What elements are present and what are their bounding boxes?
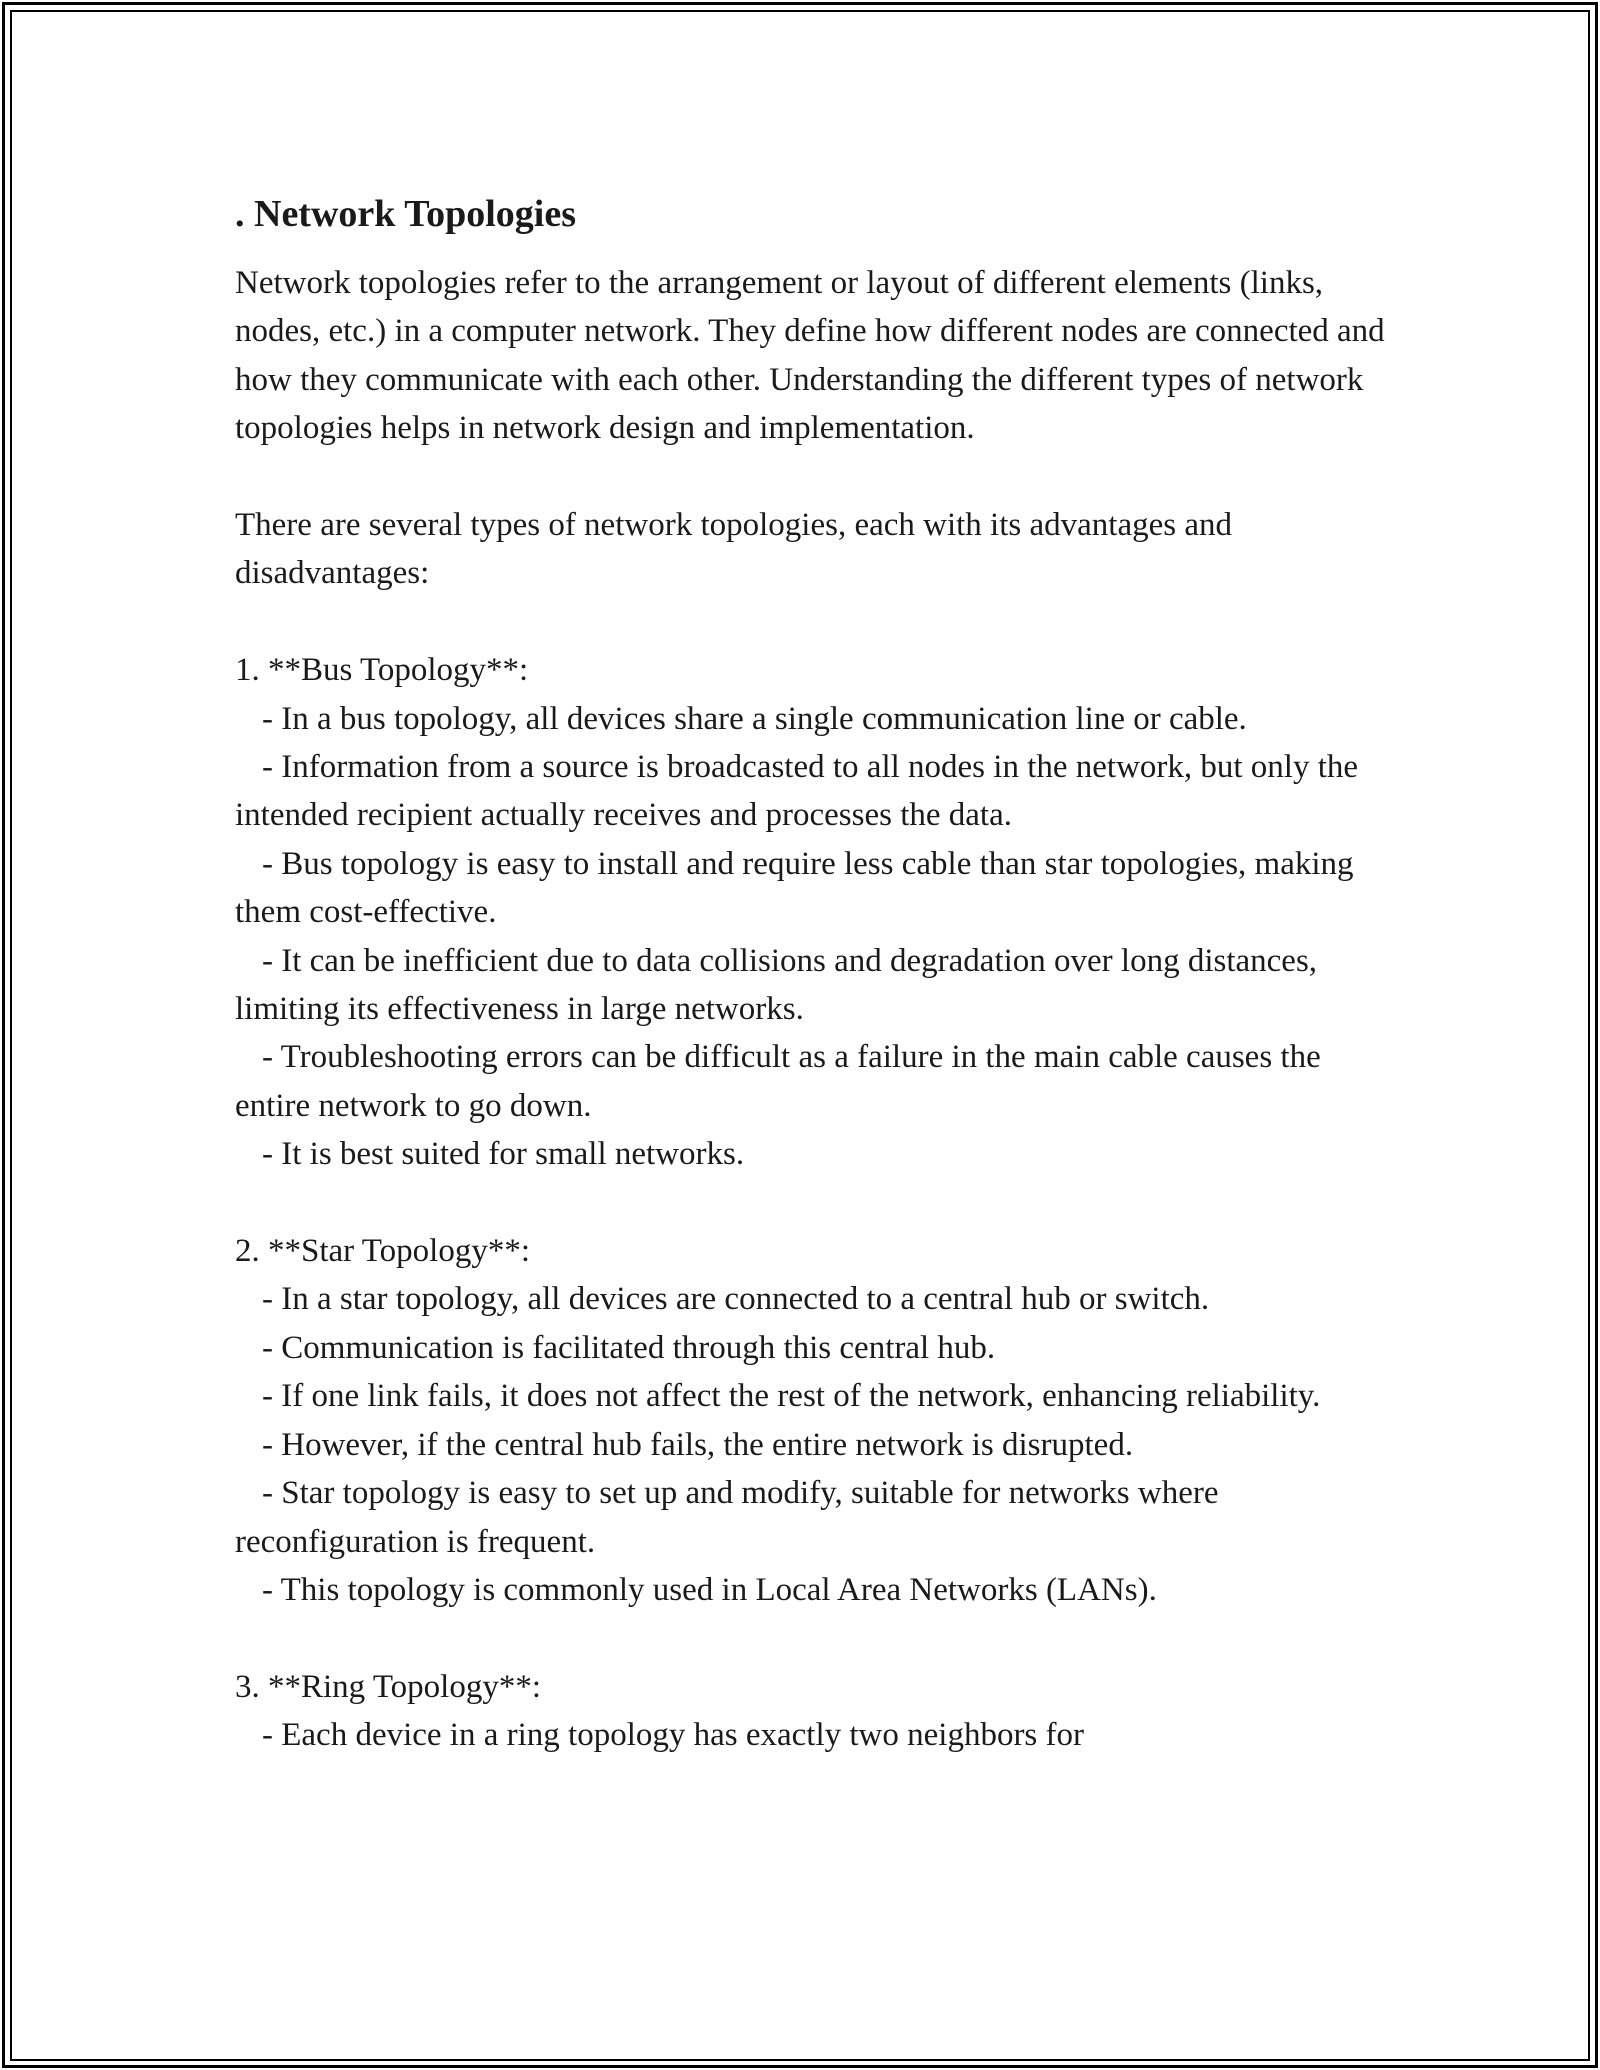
paragraph-spacer xyxy=(235,1179,1385,1227)
document-body xyxy=(235,185,1385,1760)
paragraph-spacer xyxy=(235,598,1385,646)
section-bus-topology xyxy=(235,646,1385,1178)
intro-paragraph: There are several types of network topologies, each with its advantages and disadvantages: xyxy=(235,507,1232,592)
list-item: - This topology is commonly used in Local Area Networks (LANs). xyxy=(262,1571,1157,1608)
list-item: - Information from a source is broadcasted to all nodes in the network, but only the intended recipient actually receives and processes the data. xyxy=(235,749,1359,834)
list-item: - Troubleshooting errors can be difficult as a failure in the main cable causes the entire network to go down. xyxy=(235,1039,1321,1124)
list-item: - Bus topology is easy to install and require less cable than star topologies, making them cost-effective. xyxy=(235,845,1354,931)
list-item: - It can be inefficient due to data collisions and degradation over long distances, limiting its effectiveness in large networks. xyxy=(235,942,1318,1028)
list-item: - In a star topology, all devices are connected to a central hub or switch. xyxy=(262,1281,1210,1318)
section-ring-topology xyxy=(235,1663,1385,1760)
list-item: - If one link fails, it does not affect the rest of the network, enhancing reliability. xyxy=(262,1378,1321,1415)
list-item: - However, if the central hub fails, the entire network is disrupted. xyxy=(262,1426,1134,1463)
page-title: . Network Topologies xyxy=(235,193,576,235)
list-item: - Star topology is easy to set up and modify, suitable for networks where reconfiguration is frequent. xyxy=(235,1475,1219,1560)
paragraph-spacer xyxy=(235,1614,1385,1662)
section-heading: 2. **Star Topology**: xyxy=(235,1233,531,1270)
section-heading: 3. **Ring Topology**: xyxy=(235,1668,542,1705)
list-item: - Each device in a ring topology has exactly two neighbors for xyxy=(262,1717,1085,1754)
section-star-topology xyxy=(235,1227,1385,1614)
list-item: - In a bus topology, all devices share a single communication line or cable. xyxy=(262,700,1247,737)
intro-paragraph: Network topologies refer to the arrangement or layout of different elements (links, nodes, etc.) in a computer network. They define how different nodes are connected and how they communicate with each other. Understanding the different types of network topologies helps in network design and implementation. xyxy=(235,265,1385,447)
list-item: - Communication is facilitated through this central hub. xyxy=(262,1329,996,1366)
paragraph-spacer xyxy=(235,453,1385,501)
list-item: - It is best suited for small networks. xyxy=(262,1136,745,1173)
section-heading: 1. **Bus Topology**: xyxy=(235,652,529,689)
